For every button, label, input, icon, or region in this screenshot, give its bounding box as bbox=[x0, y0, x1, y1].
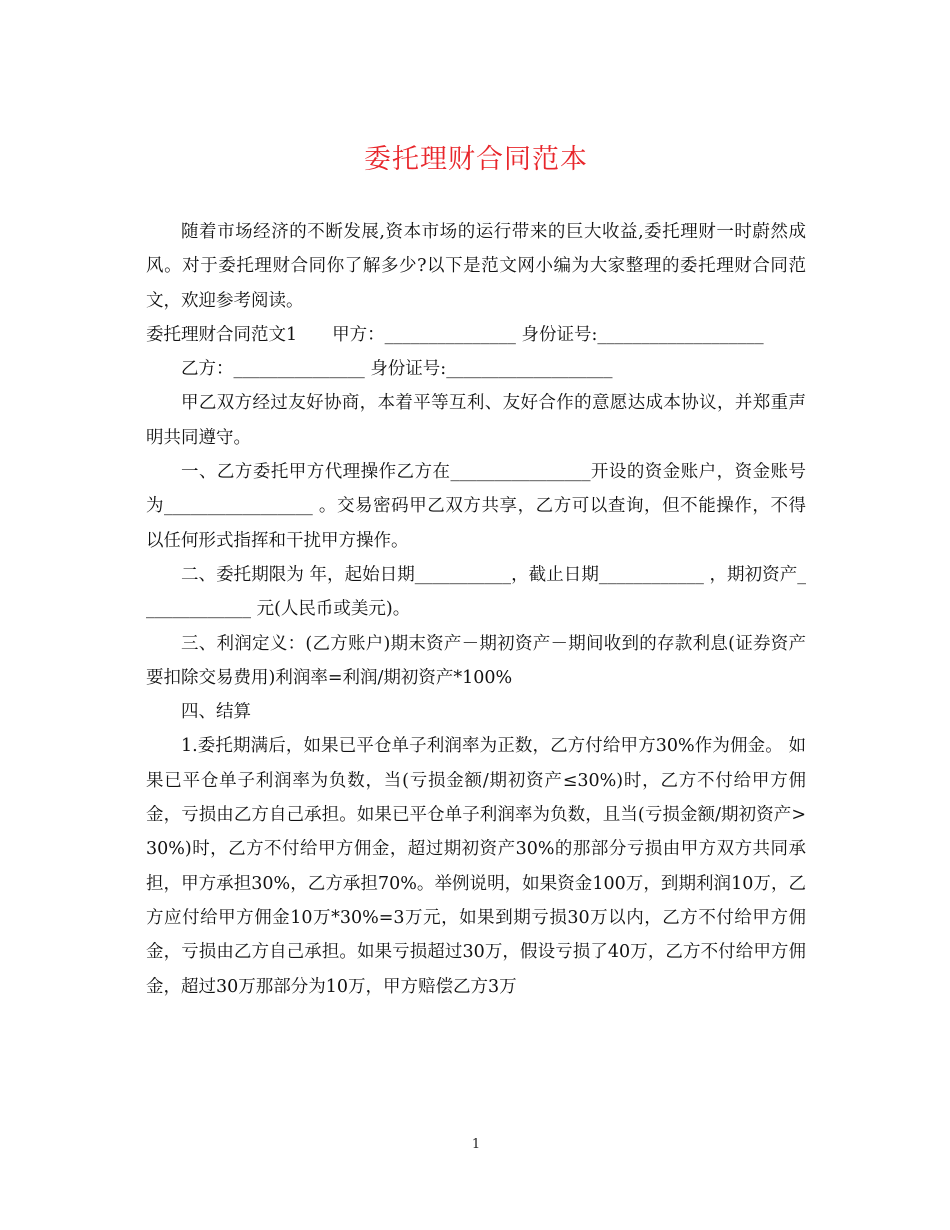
document-page bbox=[146, 0, 806, 1230]
clause-2: 二、委托期限为 年，起始日期___________，截止日期____________ ，期初资产_____________ 元(人民币或美元)。 bbox=[146, 564, 806, 620]
document-title: 委托理财合同范本 bbox=[364, 144, 588, 175]
clause-1: 一、乙方委托甲方代理操作乙方在________________开设的资金账户，资金账号为_________________ 。交易密码甲乙双方共享，乙方可以查询，但不能操作，不得以任何形式指挥和干扰甲方操作。 bbox=[146, 462, 806, 551]
agreement-preamble: 甲乙双方经过友好协商，本着平等互利、友好合作的意愿达成本协议，并郑重声明共同遵守。 bbox=[146, 393, 806, 448]
page-number: 1 bbox=[471, 1137, 481, 1152]
document-body bbox=[146, 215, 806, 1004]
clause-3: 三、利润定义：(乙方账户)期末资产－期初资产－期间收到的存款利息(证券资产要扣除交易费用)利润率=利润/期初资产*100% bbox=[146, 633, 806, 688]
clause-4-heading: 四、结算 bbox=[181, 702, 251, 723]
clause-4-item-1: 1.委托期满后，如果已平仓单子利润率为正数，乙方付给甲方30%作为佣金。 如果已平仓单子利润率为负数，当(亏损金额/期初资产≤30%)时，乙方不付给甲方佣金，亏损由乙方自己承担。如果已平仓单子利润率为负数，且当(亏损金额/期初资产>30%)时，乙方不付给甲方佣金，超过期初资产30%的那部分亏损由甲方双方共同承担，甲方承担30%，乙方承担70%。举例说明，如果资金100万，到期利润10万，乙方应付给甲方佣金10万*30%=3万元，如果到期亏损30万以内，乙方不付给甲方佣金，亏损由乙方自己承担。如果亏损超过30万，假设亏损了40万，乙方不付给甲方佣金，超过30万那部分为10万，甲方赔偿乙方3万 bbox=[146, 736, 806, 997]
party-b-line: 乙方：_______________ 身份证号:___________________ bbox=[181, 359, 613, 380]
intro-paragraph: 随着市场经济的不断发展,资本市场的运行带来的巨大收益,委托理财一时蔚然成风。对于委托理财合同你了解多少?以下是范文网小编为大家整理的委托理财合同范文，欢迎参考阅读。 bbox=[146, 222, 806, 311]
party-a-line: 委托理财合同范文1 甲方：_______________ 身份证号:___________________ bbox=[146, 324, 764, 345]
